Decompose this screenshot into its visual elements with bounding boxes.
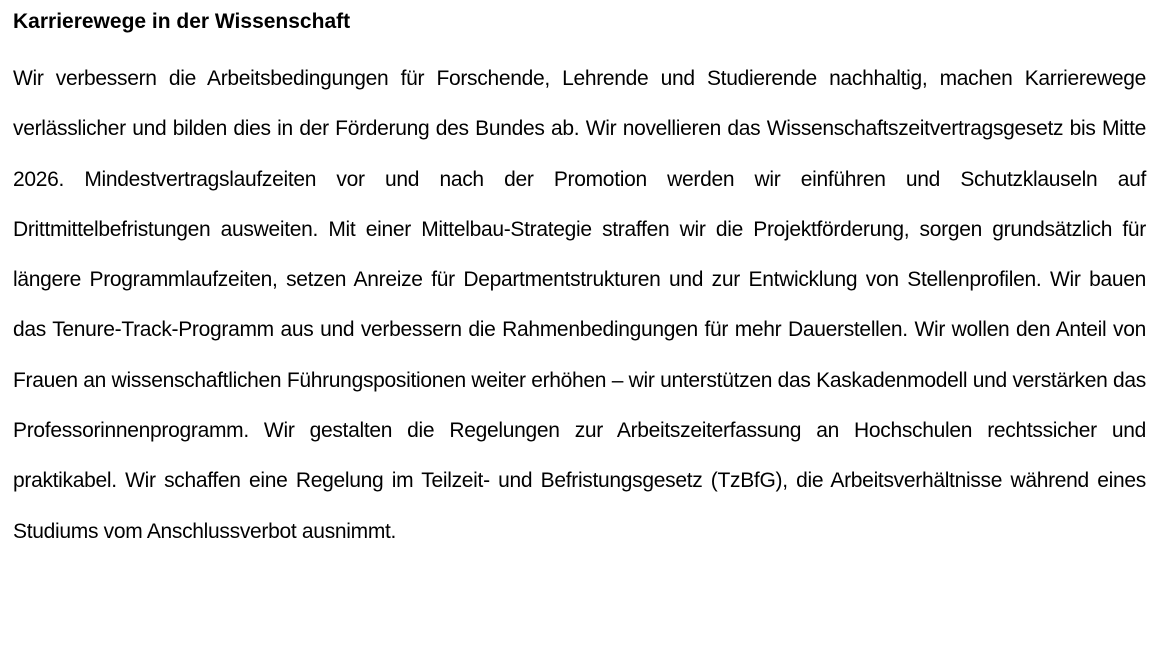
body-paragraph: Wir verbessern die Arbeitsbedingungen für Forschende, Lehrende und Studierende nachhaltig, machen Karrierewege verlässlicher und bilden dies in der Förderung des Bundes ab. Wir novellieren das Wissenschaftszeitvertragsgesetz bis Mitte 2026. Mindestvertragslaufzeiten vor und nach der Promotion werden wir einführen und Schutzklauseln auf Drittmittelbefristungen ausweiten. Mit einer Mittelbau-Strategie straffen wir die Projektförderung, sorgen grundsätzlich für längere Programmlaufzeiten, setzen Anreize für Departmentstrukturen und zur Entwicklung von Stellenprofilen. Wir bauen das Tenure-Track-Programm aus und verbessern die Rahmenbedingungen für mehr Dauerstellen. Wir wollen den Anteil von Frauen an wissenschaftlichen Führungspositionen weiter erhöhen – wir unterstützen das Kaskadenmodell und verstärken das Professorinnenprogramm. Wir gestalten die Regelungen zur Arbeitszeiterfassung an Hochschulen rechtssicher und praktikabel. Wir schaffen eine Regelung im Teilzeit- und Befristungsgesetz (TzBfG), die Arbeitsverhältnisse während eines Studiums vom Anschlussverbot ausnimmt. (13, 67, 1146, 543)
section-heading: Karrierewege in der Wissenschaft (13, 10, 351, 33)
document-page (13, 7, 1146, 557)
